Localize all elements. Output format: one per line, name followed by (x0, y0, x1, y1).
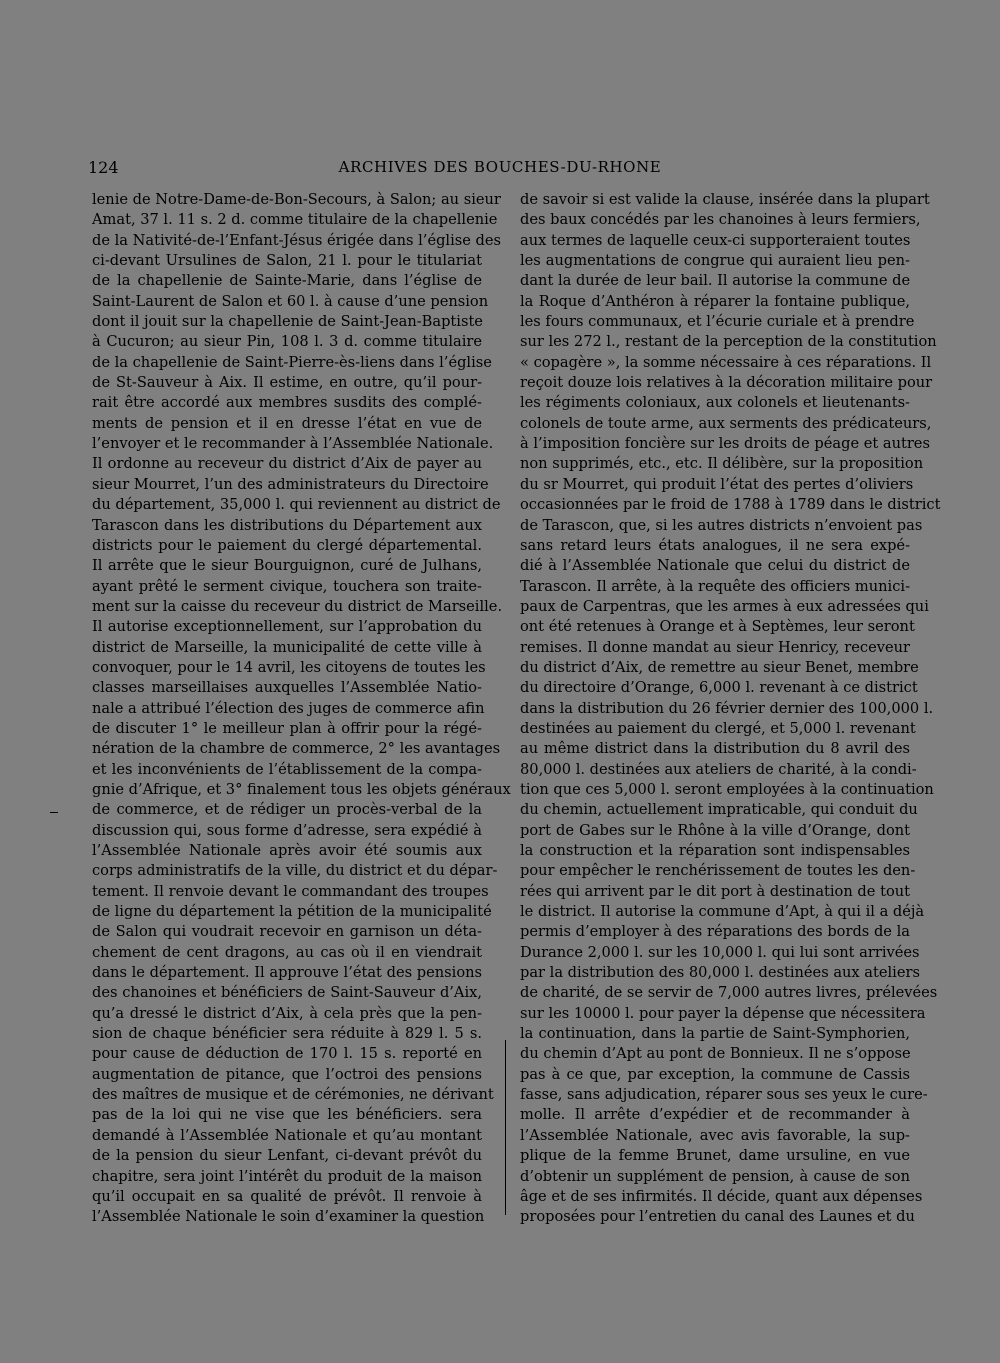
text-line: de discuter 1° le meilleur plan à offrir pour la régé- (92, 719, 482, 737)
text-line: corps administratifs de la ville, du district et du dépar- (92, 862, 498, 880)
text-line: les régiments coloniaux, aux colonels et lieutenants- (520, 394, 910, 412)
text-line: au même district dans la distribution du 8 avril des (520, 740, 910, 758)
text-line: les augmentations de congrue qui auraient lieu pen- (520, 252, 910, 270)
text-line: du chemin, actuellement impraticable, qui conduit du (520, 801, 918, 819)
text-line: ment sur la caisse du receveur du district de Marseille. (92, 597, 503, 615)
text-line: molle. Il arrête d’expédier et de recommander à (520, 1106, 910, 1124)
text-line: sion de chaque bénéficier sera réduite à 829 l. 5 s. (92, 1025, 482, 1043)
text-line: de la chapellenie de Saint-Pierre-ès-liens dans l’église (92, 353, 492, 371)
text-line: de savoir si est valide la clause, insérée dans la plupart (520, 191, 930, 208)
text-line: âge et de ses infirmités. Il décide, quant aux dépenses (520, 1187, 923, 1205)
right-text-column (520, 190, 941, 1228)
left-text-column (92, 190, 511, 1228)
text-line: pour cause de déduction de 170 l. 15 s. reporté en (92, 1045, 482, 1063)
text-line: de Salon qui voudrait recevoir en garnison un déta- (92, 923, 482, 941)
text-line: district de Marseille, la municipalité de cette ville à (92, 638, 482, 656)
column-divider (505, 1040, 506, 1215)
text-line: discussion qui, sous forme d’adresse, sera expédié à (92, 821, 482, 839)
text-line: chement de cent dragons, au cas où il en viendrait (92, 943, 482, 961)
text-line: et les inconvénients de l’établissement de la compa- (92, 760, 482, 778)
text-line: pas de la loi qui ne vise que les bénéficiers. sera (92, 1106, 482, 1124)
text-line: Amat, 37 l. 11 s. 2 d. comme titulaire de la chapellenie (92, 211, 498, 229)
text-line: dans la distribution du 26 février dernier des 100,000 l. (520, 699, 934, 717)
text-line: de commerce, et de rédiger un procès-verbal de la (92, 801, 482, 819)
text-line: Tarascon dans les distributions du Département aux (92, 516, 482, 534)
text-line: pour empêcher le renchérissement de toutes les den- (520, 862, 916, 880)
text-line: Il ordonne au receveur du district d’Aix de payer au (92, 455, 482, 473)
text-line: de charité, de se servir de 7,000 autres livres, prélevées (520, 984, 938, 1002)
text-line: chapitre, sera joint l’intérêt du produit de la maison (92, 1167, 482, 1185)
text-line: sur les 10000 l. pour payer la dépense que nécessitera (520, 1004, 926, 1022)
text-line: dont il jouit sur la chapellenie de Saint-Jean-Baptiste (92, 313, 483, 331)
text-line: de la Nativité-de-l’Enfant-Jésus érigée dans l’église des (92, 231, 501, 249)
text-line: pas à ce que, par exception, la commune de Cassis (520, 1065, 910, 1083)
text-line: qu’a dressé le district d’Aix, à cela près que la pen- (92, 1004, 482, 1022)
text-line: reçoit douze lois relatives à la décoration militaire pour (520, 374, 933, 392)
text-line: l’envoyer et le recommander à l’Assemblée Nationale. (92, 435, 494, 453)
text-line: des chanoines et bénéficiers de Saint-Sauveur d’Aix, (92, 984, 482, 1002)
text-line: nale a attribué l’élection des juges de commerce afin (92, 699, 485, 717)
text-line: dant la durée de leur bail. Il autorise la commune de (520, 272, 911, 290)
text-line: les fours communaux, et l’écurie curiale et à prendre (520, 313, 915, 331)
text-line: port de Gabes sur le Rhône à la ville d’Orange, dont (520, 821, 910, 839)
text-line: l’Assemblée Nationale le soin d’examiner la question (92, 1208, 485, 1226)
text-line: sans retard leurs états analogues, il ne sera expé- (520, 536, 910, 554)
text-line: dans le département. Il approuve l’état des pensions (92, 964, 482, 982)
text-line: convoquer, pour le 14 avril, les citoyens de toutes les (92, 658, 486, 676)
text-line: ont été retenues à Orange et à Septèmes, leur seront (520, 618, 915, 636)
text-line: sieur Mourret, l’un des administrateurs du Directoire (92, 475, 489, 493)
text-line: la continuation, dans la partie de Saint-Symphorien, (520, 1025, 910, 1043)
text-line: par la distribution des 80,000 l. destinées aux ateliers (520, 964, 920, 982)
running-title: ARCHIVES DES BOUCHES-DU-RHONE (338, 158, 662, 176)
text-line: gnie d’Afrique, et 3° finalement tous les objets généraux (92, 780, 511, 798)
text-line: la construction et la réparation sont indispensables (520, 842, 910, 859)
text-line: ments de pension et il en dresse l’état en vue de (92, 414, 482, 432)
text-line: du chemin d’Apt au pont de Bonnieux. Il ne s’oppose (520, 1045, 911, 1063)
text-line: Il autorise exceptionnellement, sur l’approbation du (92, 618, 482, 636)
text-line: tement. Il renvoie devant le commandant des troupes (92, 882, 489, 900)
text-line: colonels de toute arme, aux serments des prédicateurs, (520, 414, 932, 432)
text-line: paux de Carpentras, que les armes à eux adressées qui (520, 597, 929, 615)
text-line: de Tarascon, que, si les autres districts n’envoient pas (520, 516, 923, 534)
text-line: de la pension du sieur Lenfant, ci-devant prévôt du (92, 1147, 482, 1165)
text-line: ci-devant Ursulines de Salon, 21 l. pour le titulariat (92, 252, 482, 270)
text-line: « copagère », la somme nécessaire à ces réparations. Il (520, 353, 932, 371)
text-line: de la chapellenie de Sainte-Marie, dans l’église de (92, 272, 482, 290)
text-line: à l’imposition foncière sur les droits de péage et autres (520, 435, 930, 453)
margin-mark (50, 812, 58, 813)
text-line: Durance 2,000 l. sur les 10,000 l. qui lui sont arrivées (520, 943, 920, 961)
text-line: fasse, sans adjudication, réparer sous ses yeux le cure- (520, 1086, 928, 1104)
text-line: l’Assemblée Nationale, avec avis favorable, la sup- (520, 1126, 910, 1144)
text-line: de ligne du département la pétition de la municipalité (92, 903, 492, 921)
text-line: augmentation de pitance, que l’octroi des pensions (92, 1065, 482, 1083)
text-line: sur les 272 l., restant de la perception de la constitution (520, 333, 937, 351)
text-line: destinées au paiement du clergé, et 5,000 l. revenant (520, 719, 916, 737)
text-line: Il arrête que le sieur Bourguignon, curé de Julhans, (92, 557, 482, 575)
text-line: des baux concédés par les chanoines à leurs fermiers, (520, 211, 921, 229)
text-line: permis d’employer à des réparations des bords de la (520, 923, 910, 941)
text-line: qu’il occupait en sa qualité de prévôt. Il renvoie à (92, 1187, 482, 1205)
text-line: nération de la chambre de commerce, 2° les avantages (92, 740, 501, 758)
text-line: des maîtres de musique et de cérémonies, ne dérivant (92, 1086, 494, 1104)
text-line: du district d’Aix, de remettre au sieur Benet, membre (520, 658, 919, 676)
text-line: lenie de Notre-Dame-de-Bon-Secours, à Salon; au sieur (92, 191, 501, 208)
text-line: du directoire d’Orange, 6,000 l. revenant à ce district (520, 679, 918, 697)
text-line: tion que ces 5,000 l. seront employées à la continuation (520, 780, 934, 798)
page-number: 124 (88, 158, 119, 177)
text-line: l’Assemblée Nationale après avoir été soumis aux (92, 842, 482, 859)
text-line: non supprimés, etc., etc. Il délibère, sur la proposition (520, 455, 924, 473)
text-line: occasionnées par le froid de 1788 à 1789 dans le district (520, 496, 941, 514)
text-line: la Roque d’Anthéron à réparer la fontaine publique, (520, 292, 910, 310)
text-line: classes marseillaises auxquelles l’Assemblée Natio- (92, 679, 482, 697)
text-line: d’obtenir un supplément de pension, à cause de son (520, 1167, 910, 1185)
text-line: ayant prêté le serment civique, touchera son traite- (92, 577, 482, 595)
text-line: proposées pour l’entretien du canal des Launes et du (520, 1208, 915, 1226)
text-line: du sr Mourret, qui produit l’état des pertes d’oliviers (520, 475, 914, 493)
text-line: demandé à l’Assemblée Nationale et qu’au montant (92, 1126, 482, 1144)
text-line: rait être accordé aux membres susdits des complé- (92, 394, 482, 412)
text-line: à Cucuron; au sieur Pin, 108 l. 3 d. comme titulaire (92, 333, 482, 351)
text-line: aux termes de laquelle ceux-ci supporteraient toutes (520, 231, 911, 249)
text-line: 80,000 l. destinées aux ateliers de charité, à la condi- (520, 760, 917, 778)
text-line: remises. Il donne mandat au sieur Henricy, receveur (520, 638, 910, 656)
text-line: Tarascon. Il arrête, à la requête des officiers munici- (520, 577, 910, 595)
text-line: dié à l’Assemblée Nationale que celui du district de (520, 557, 910, 575)
text-line: Saint-Laurent de Salon et 60 l. à cause d’une pension (92, 292, 489, 310)
text-line: de St-Sauveur à Aix. Il estime, en outre, qu’il pour- (92, 374, 482, 392)
text-line: rées qui arrivent par le dit port à destination de tout (520, 882, 910, 900)
text-line: districts pour le paiement du clergé départemental. (92, 536, 482, 554)
text-line: le district. Il autorise la commune d’Apt, à qui il a déjà (520, 903, 925, 921)
text-line: du département, 35,000 l. qui reviennent au district de (92, 496, 501, 514)
text-line: plique de la femme Brunet, dame ursuline, en vue (520, 1147, 910, 1165)
